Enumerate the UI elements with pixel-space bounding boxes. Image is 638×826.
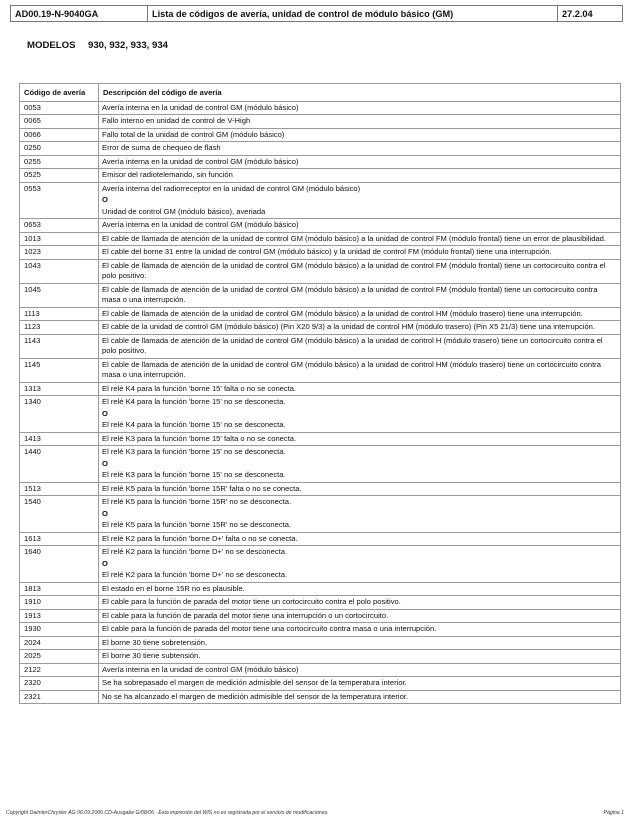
table-row [20,482,621,496]
description-text: Error de suma de chequeo de flash [102,143,221,152]
fault-code: 1930 [20,623,99,637]
fault-description [99,283,621,307]
fault-description [99,307,621,321]
table-row [20,446,621,483]
description-text: Se ha sobrepasado el margen de medición admisible del sensor de la temperatura interior. [102,678,407,687]
fault-description [99,482,621,496]
table-row [20,334,621,358]
fault-code: 1145 [20,358,99,382]
description-text: El relé K3 para la función 'borne 15' falta o no se conecta. [102,433,297,443]
description-text: Emisor del radiotelemando, sin función [102,170,233,179]
description-text: El cable para la función de parada del motor tiene una interrupción o un cortocircuito. [102,610,389,620]
description-text: El cable de llamada de atención de la unidad de control GM (módulo básico) a la unidad de control HM (módulo trasero) tiene una interrupción. [102,308,583,318]
description-text: El estado en el borne 15R no es plausible. [102,583,245,593]
page-number: Página 1 [603,810,624,816]
table-row [20,677,621,691]
fault-description [99,446,621,483]
table-row [20,623,621,637]
fault-description [99,690,621,704]
fault-description [99,169,621,183]
table-row [20,663,621,677]
description-text: El cable de llamada de atención de la unidad de control GM (módulo básico) a la unidad de control HM (módulo trasero) tiene un cortocircuito contra masa o una interrupción. [102,359,601,379]
fault-description [99,609,621,623]
alternative-description: El relé K5 para la función 'borne 15R' no se desconecta. [102,520,292,529]
table-header-row [20,84,621,102]
fault-code: 1913 [20,609,99,623]
document-header [10,5,623,22]
alternative-description: El relé K2 para la función 'borne D+' no se desconecta. [102,570,288,579]
fault-description [99,259,621,283]
fault-code: 1045 [20,283,99,307]
column-header-code: Código de avería [20,84,99,102]
fault-description [99,636,621,650]
fault-code: 1613 [20,532,99,546]
fault-code: 2321 [20,690,99,704]
table-row [20,432,621,446]
fault-description [99,142,621,156]
fault-code: 1143 [20,334,99,358]
description-text: El relé K4 para la función 'borne 15' no se desconecta. [102,397,286,406]
description-text: El relé K5 para la función 'borne 15R' falta o no se conecta. [102,483,302,493]
description-text: Avería interna en la unidad de control GM (módulo básico) [102,664,299,674]
fault-code: 0250 [20,142,99,156]
or-separator: O [102,458,108,468]
fault-description [99,334,621,358]
description-text: El cable del borne 31 entre la unidad de control GM (módulo básico) y la unidad de control FM (módulo frontal) tiene una interrupción. [102,247,552,256]
fault-code: 1413 [20,432,99,446]
table-row [20,259,621,283]
column-header-description: Descripción del código de avería [99,84,621,102]
fault-code: 2122 [20,663,99,677]
description-text: El cable de llamada de atención de la unidad de control GM (módulo básico) a la unidad de control FM (módulo frontal) tiene un error de plausibilidad. [102,233,607,243]
table-row [20,636,621,650]
fault-code: 1013 [20,232,99,246]
or-separator: O [102,195,108,204]
fault-code: 2025 [20,650,99,664]
or-separator: O [102,558,108,568]
fault-code: 0653 [20,219,99,233]
alternative-description: El relé K4 para la función 'borne 15' no se desconecta. [102,420,286,429]
table-row [20,182,621,219]
table-row [20,358,621,382]
fault-code: 1043 [20,259,99,283]
table-row [20,650,621,664]
table-row [20,219,621,233]
fault-code: 1540 [20,496,99,533]
table-row [20,690,621,704]
description-text: El relé K4 para la función 'borne 15' falta o no se conecta. [102,383,297,393]
description-text: El cable de llamada de atención de la unidad de control GM (módulo básico) a la unidad de control FM (módulo frontal) tiene un cortocircuito contra masa o una interrupción. [102,284,598,304]
description-text: El cable de llamada de atención de la unidad de control GM (módulo básico) a la unidad de control H (módulo trasero) tiene un cortocircuito contra el polo positivo. [102,335,603,355]
table-row [20,609,621,623]
table-row [20,115,621,129]
or-separator: O [102,408,108,418]
alternative-description: El relé K3 para la función 'borne 15' no se desconecta. [102,470,286,479]
fault-code: 0053 [20,101,99,115]
page-footer [6,810,624,816]
description-text: El cable de llamada de atención de la unidad de control GM (módulo básico) a la unidad de control FM (módulo frontal) tiene un cortocircuito contra el polo positivo. [102,260,606,280]
table-row [20,532,621,546]
fault-code: 1513 [20,482,99,496]
table-row [20,307,621,321]
table-row [20,246,621,260]
fault-code-table [19,83,621,704]
models-value: 930, 932, 933, 934 [88,40,169,51]
fault-description [99,115,621,129]
fault-code: 1113 [20,307,99,321]
table-row [20,496,621,533]
fault-description [99,101,621,115]
fault-description [99,546,621,583]
description-text: El cable de la unidad de control GM (módulo básico) (Pin X20 9/3) a la unidad de control HM (módulo trasero) (Pin X5 21/3) tiene una interrupción. [102,322,596,331]
description-text: El relé K3 para la función 'borne 15' no se desconecta. [102,447,286,456]
fault-code: 0066 [20,128,99,142]
fault-description [99,128,621,142]
description-text: El relé K2 para la función 'borne D+' no se desconecta. [102,547,288,556]
fault-code: 0525 [20,169,99,183]
fault-description [99,219,621,233]
document-date: 27.2.04 [558,6,623,22]
table-row [20,155,621,169]
table-row [20,321,621,335]
description-text: No se ha alcanzado el margen de medición admisible del sensor de la temperatura interior. [102,691,409,701]
fault-code: 1640 [20,546,99,583]
fault-code: 1123 [20,321,99,335]
table-row [20,546,621,583]
table-row [20,169,621,183]
fault-description [99,663,621,677]
fault-description [99,596,621,610]
fault-description [99,358,621,382]
fault-code: 1440 [20,446,99,483]
description-text: El cable para la función de parada del motor tiene una cortocircuito contra masa o una interrupción. [102,624,437,633]
copyright-notice: Copyright DaimlerChrysler AG 06.09.2006 CD-Ausgabe G/08/06 . Esta impresión del WIS no es registrada por el servicio de modificaciones. [6,810,329,816]
fault-code: 1340 [20,396,99,433]
table-row [20,382,621,396]
fault-code: 1813 [20,582,99,596]
fault-description [99,246,621,260]
table-row [20,582,621,596]
description-text: El relé K5 para la función 'borne 15R' no se desconecta. [102,497,292,506]
table-row [20,396,621,433]
table-row [20,596,621,610]
fault-description [99,496,621,533]
description-text: El relé K2 para la función 'borne D+' falta o no se conecta. [102,533,298,543]
fault-description [99,382,621,396]
description-text: Fallo total de la unidad de control GM (módulo básico) [102,129,285,139]
table-row [20,142,621,156]
description-text: El borne 30 tiene sobretensión. [102,637,208,647]
fault-description [99,623,621,637]
fault-description [99,650,621,664]
description-text: Avería interna del radiorreceptor en la unidad de control GM (módulo básico) [102,183,361,193]
table-row [20,283,621,307]
fault-code: 2320 [20,677,99,691]
fault-description [99,582,621,596]
fault-description [99,182,621,219]
description-text: Avería interna en la unidad de control GM (módulo básico) [102,220,299,229]
models-label: MODELOS [27,40,76,51]
description-text: Avería interna en la unidad de control GM (módulo básico) [102,102,299,112]
or-separator: O [102,508,108,518]
description-text: Avería interna en la unidad de control GM (módulo básico) [102,156,299,166]
fault-code: 2024 [20,636,99,650]
fault-description [99,155,621,169]
fault-description [99,232,621,246]
alternative-description: Unidad de control GM (módulo básico), averiada [102,206,266,216]
fault-description [99,532,621,546]
fault-code: 1910 [20,596,99,610]
document-id: AD00.19-N-9040GA [11,6,148,22]
fault-code: 1313 [20,382,99,396]
table-row [20,128,621,142]
fault-description [99,432,621,446]
description-text: Fallo interno en unidad de control de V-High [102,116,251,125]
fault-description [99,396,621,433]
table-row [20,101,621,115]
fault-code: 0553 [20,182,99,219]
fault-code: 0255 [20,155,99,169]
fault-description [99,677,621,691]
fault-code: 0065 [20,115,99,129]
document-title: Lista de códigos de avería, unidad de control de módulo básico (GM) [148,6,558,22]
table-row [20,232,621,246]
fault-code: 1023 [20,246,99,260]
description-text: El borne 30 tiene subtensión. [102,651,201,660]
description-text: El cable para la función de parada del motor tiene un cortocircuito contra el polo positivo. [102,597,401,606]
fault-description [99,321,621,335]
